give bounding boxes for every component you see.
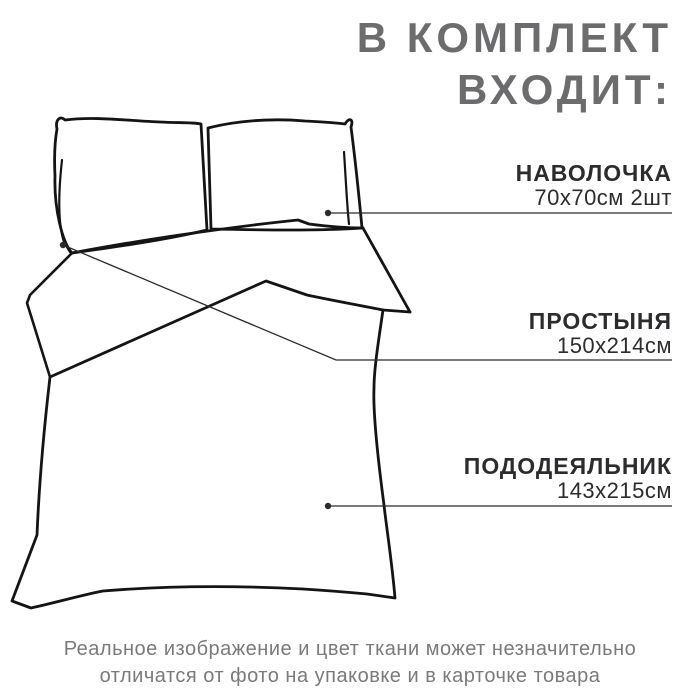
duvet-top-edge-tail (383, 310, 410, 312)
sheet-name: ПРОСТЫНЯ (528, 308, 672, 334)
duvet-outline (12, 281, 395, 608)
page-title-line2: ВХОДИТ: (457, 66, 672, 113)
page-title (357, 12, 672, 116)
callout-label-pillowcase (516, 161, 672, 210)
pillowcase-name: НАВОЛОЧКА (515, 160, 672, 186)
callout-label-duvet (464, 454, 672, 503)
sheet-drape-corner (27, 253, 72, 377)
pillowcase-size: 70х70см 2шт (534, 185, 672, 210)
callout-dot-pillowcase (325, 210, 331, 216)
sheet-size: 150х214см (556, 333, 672, 358)
disclaimer-text (0, 636, 700, 690)
disclaimer-line1: Реальное изображение и цвет ткани может незначительно (63, 638, 637, 660)
callout-label-sheet (529, 309, 672, 358)
duvet-name: ПОДОДЕЯЛЬНИК (463, 453, 672, 479)
mattress-right-edge (363, 228, 410, 312)
duvet-size: 143х215см (556, 478, 672, 503)
callout-dot-duvet (325, 503, 331, 509)
disclaimer-line2: отличатся от фото на упаковке и в карточке товара (99, 665, 601, 687)
callout-dot-sheet (60, 242, 66, 248)
page-title-line1: В КОМПЛЕКТ (356, 14, 672, 61)
